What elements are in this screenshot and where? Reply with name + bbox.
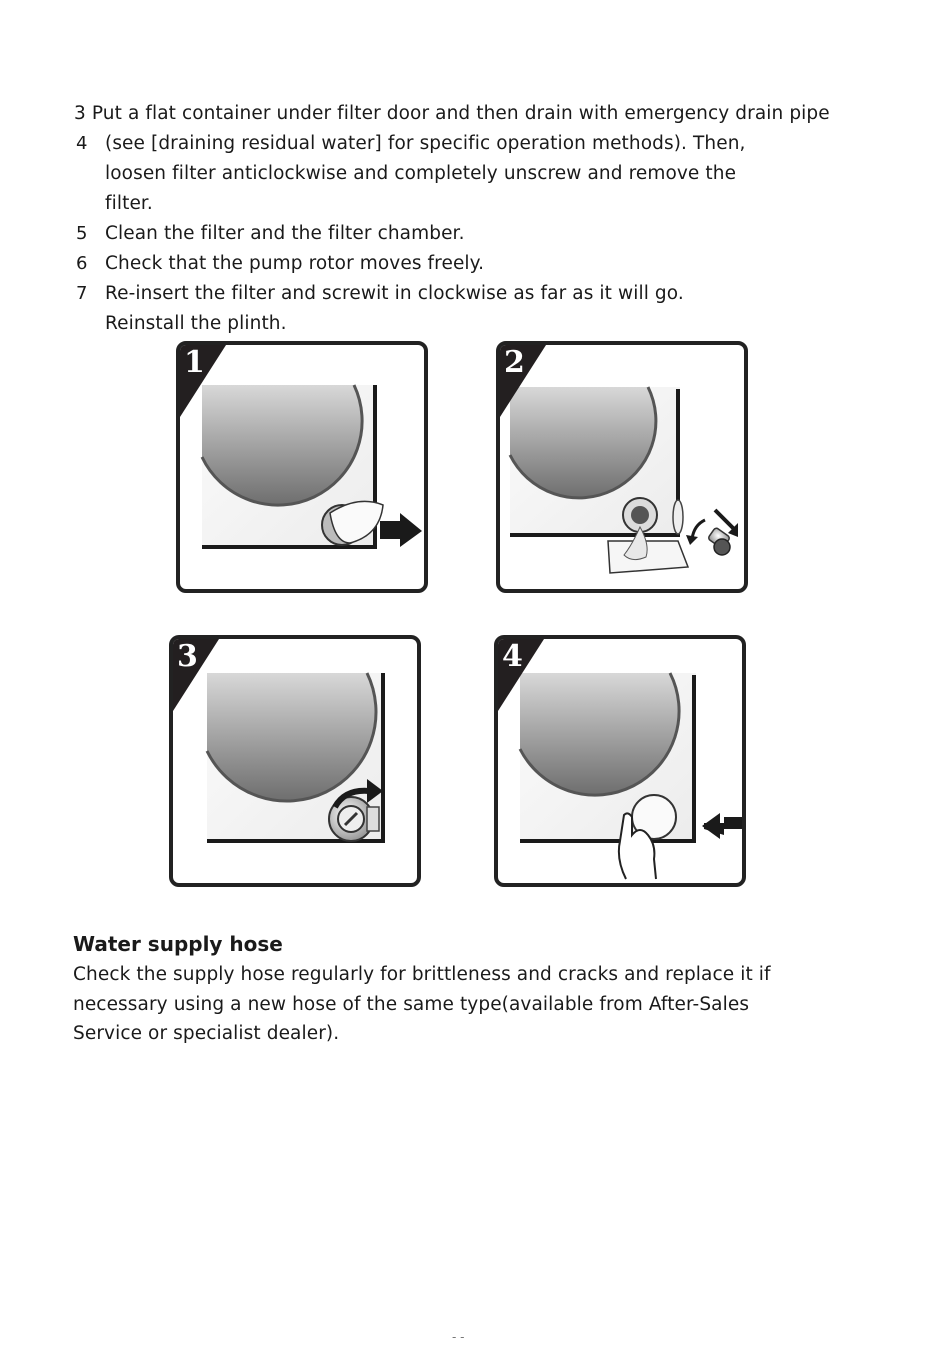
instruction-step-4-line-3: filter. [105, 193, 153, 214]
instruction-step-4-line-2: loosen filter anticlockwise and completely unscrew and remove the [105, 163, 737, 184]
step-number-4: 4 [76, 133, 88, 154]
section-heading-water-supply-hose: Water supply hose [73, 932, 283, 956]
figure-step-1 [176, 341, 428, 593]
step-label-3: 3 [177, 639, 198, 674]
step-number-5: 5 [76, 223, 88, 244]
figure-step-4 [494, 635, 746, 887]
instruction-step-4-line-1: (see [draining residual water] for specific operation methods). Then, [105, 133, 746, 154]
step-number-6: 6 [76, 253, 88, 274]
step-label-2: 2 [504, 345, 525, 380]
figure-step-3 [169, 635, 421, 887]
water-supply-paragraph-line-2: necessary using a new hose of the same type(available from After-Sales [73, 994, 750, 1015]
step-label-4: 4 [502, 639, 523, 674]
instruction-step-3: 3 Put a flat container under filter door and then drain with emergency drain pipe [74, 103, 830, 124]
page-number: - - [452, 1330, 465, 1344]
instruction-step-5: Clean the filter and the filter chamber. [105, 223, 465, 244]
instruction-step-6: Check that the pump rotor moves freely. [105, 253, 485, 274]
instruction-step-7-line-1: Re-insert the filter and screwit in clockwise as far as it will go. [105, 283, 684, 304]
figure-step-2 [496, 341, 748, 593]
water-supply-paragraph-line-1: Check the supply hose regularly for brittleness and cracks and replace it if [73, 964, 771, 985]
step-number-7: 7 [76, 283, 88, 304]
water-supply-paragraph-line-3: Service or specialist dealer). [73, 1023, 340, 1044]
instruction-step-7-line-2: Reinstall the plinth. [105, 313, 287, 334]
step-label-1: 1 [184, 345, 205, 380]
